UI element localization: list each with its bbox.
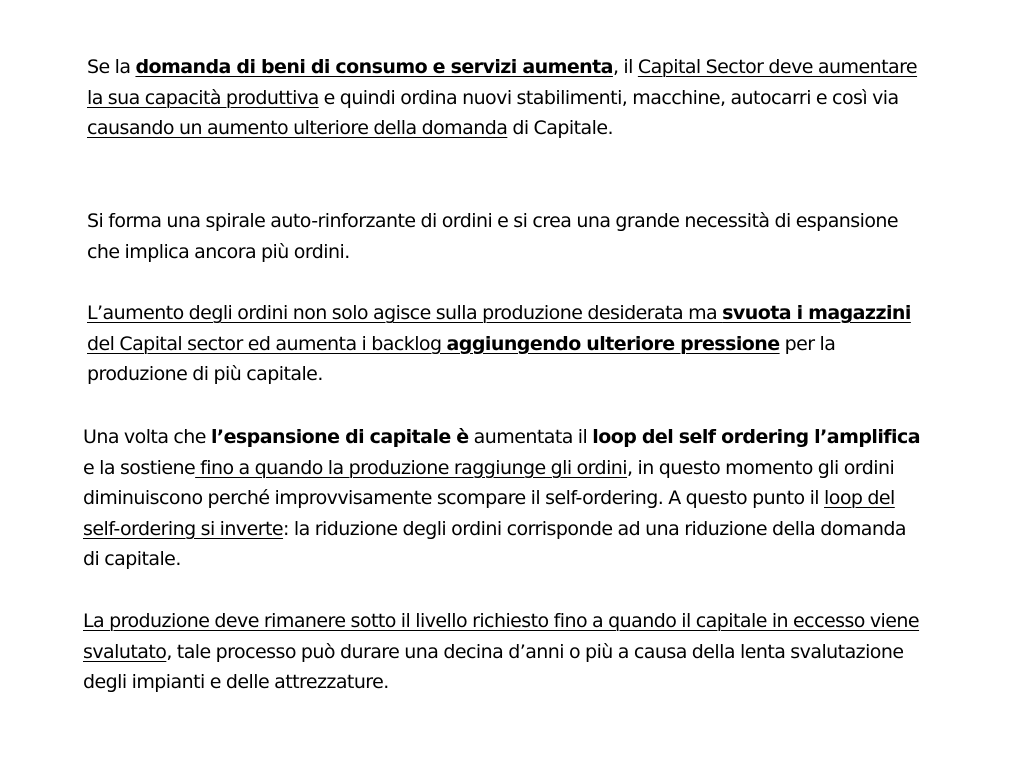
text-run: e quindi ordina nuovi stabilimenti, macchine, autocarri e così via — [318, 86, 899, 109]
text-run: causando un aumento ulteriore della domanda — [87, 117, 508, 139]
text-run: svuota i magazzini — [722, 302, 911, 324]
text-run: , in questo momento gli ordini diminuiscono perché improvvisamente scompare il self-ordering. A questo punto il — [83, 456, 895, 509]
text-run: loop del self-ordering si inverte — [83, 487, 895, 540]
text-run: , tale processo può durare una decina d’anni o più a causa della lenta svalutazione degli impianti e delle attrezzature. — [83, 640, 904, 693]
text-run: Una volta che — [83, 426, 211, 448]
text-run: Capital Sector deve aumentare la sua capacità produttiva — [87, 56, 918, 109]
text-run: Si forma una spirale auto-rinforzante di ordini e si crea una grande necessità di espansione che implica ancora più ordini. — [87, 210, 899, 263]
text-run: , il — [612, 56, 638, 78]
paragraph-capital-sector-demand — [87, 52, 927, 144]
paragraph-orders-increase — [87, 298, 927, 390]
text-run: loop del self ordering l’amplifica — [592, 426, 920, 448]
text-run: domanda di beni di consumo e servizi aumenta — [135, 56, 613, 78]
text-run: e la sostiene — [83, 456, 196, 479]
text-run: Se la — [87, 56, 136, 78]
text-run: aggiungendo ulteriore pressione — [446, 332, 780, 355]
paragraph-self-ordering-loop — [83, 422, 923, 575]
text-run: del Capital sector ed aumenta i backlog — [87, 332, 447, 355]
text-run: di Capitale. — [507, 117, 613, 139]
text-run: La produzione deve rimanere sotto il livello richiesto fino a quando il capitale in eccesso viene svalutato — [83, 610, 920, 663]
text-run: : la riduzione degli ordini corrisponde ad una riduzione della domanda di capitale. — [83, 517, 906, 570]
text-run: per la produzione di più capitale. — [87, 332, 836, 385]
text-run: l’espansione di capitale è — [210, 426, 469, 448]
paragraph-capital-depreciation — [83, 606, 923, 698]
text-run: aumentata il — [468, 426, 593, 448]
text-run: L’aumento degli ordini non solo agisce sulla produzione desiderata ma — [87, 302, 723, 324]
text-run: fino a quando la produzione raggiunge gli ordini — [195, 456, 628, 479]
paragraph-self-reinforcing-spiral — [87, 206, 927, 267]
